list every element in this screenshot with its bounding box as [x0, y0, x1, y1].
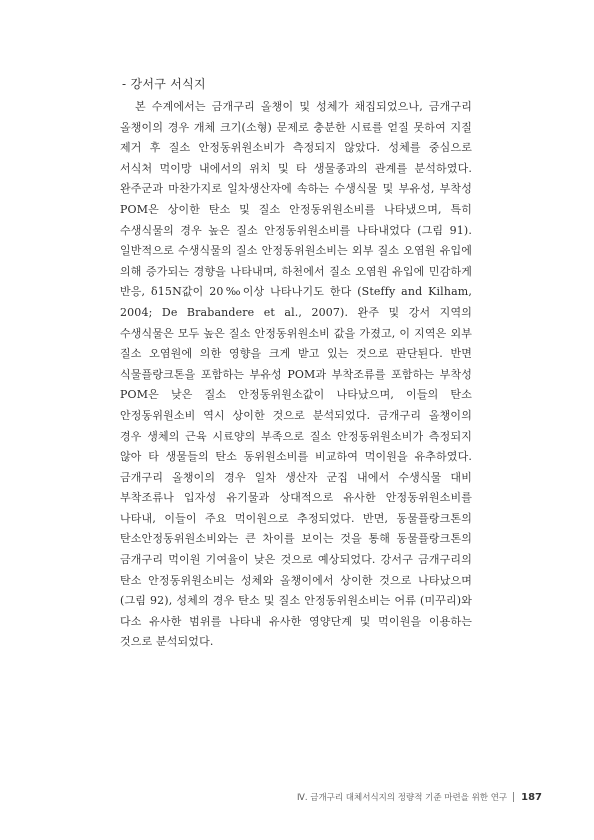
footer-divider [513, 792, 514, 802]
section-heading: - 강서구 서식지 [122, 77, 206, 91]
page-footer [286, 790, 542, 804]
page-number: 187 [521, 791, 542, 803]
running-title: Ⅳ. 금개구리 대체서식지의 정량적 기준 마련을 위한 연구 [297, 793, 508, 803]
body-paragraph: 본 수계에서는 금개구리 올챙이 및 성체가 채집되었으나, 금개구리 올챙이의 경우 개체 크기(소형) 문제로 충분한 시료를 얻질 못하여 지질 제거 후 질소 안정동위원소비가 측정되지 않았다. 성체를 중심으로 서식처 먹이망 내에서의 위치 및 타 생물종과의 관계를 분석하였다. 완주군과 마찬가지로 일차생산자에 속하는 수생식물 및 부유성, 부착성 POM은 상이한 탄소 및 질소 안정동위원소비를 나타냈으며, 특히 수생식물의 경우 높은 질소 안정동위원소비를 나타내었다 (그림 91). 일반적으로 수생식물의 질소 안정동위원소비는 외부 질소 오염원 유입에 의해 증가되는 경향을 나타내며, 하천에서 질소 오염원 유입에 민감하게 반응, δ15N값이 20‰이상 나타나기도 한다 (Steffy and Kilham, 2004; De Brabandere et al., 2007). 완주 및 강서 지역의 수생식물은 모두 높은 질소 안정동위원소비 값을 가졌고, 이 지역은 외부 질소 오염원에 의한 영향을 크게 받고 있는 것으로 판단된다. 반면 식물플랑크톤을 포함하는 부유성 POM과 부착조류를 포함하는 부착성 POM은 낮은 질소 안정동위원소값이 나타났으며, 이들의 탄소 안정동위원소비 역시 상이한 것으로 분석되었다. 금개구리 올챙이의 경우 생체의 근육 시료양의 부족으로 질소 안정동위원소비가 측정되지 않아 타 생물들의 탄소 동위원소비를 비교하여 먹이원을 유추하였다. 금개구리 올챙이의 경우 일차 생산자 군집 내에서 수생식물 대비 부착조류나 입자성 유기물과 상대적으로 유사한 안정동위원소비를 나타내, 이들이 주요 먹이원으로 추정되었다. 반면, 동물플랑크톤의 탄소안정동위원소비와는 큰 차이를 보이는 것을 통해 동물플랑크톤의 금개구리 먹이원 기여율이 낮은 것으로 예상되었다. 강서구 금개구리의 탄소 안정동위원소비는 성체와 올챙이에서 상이한 것으로 나타났으며 (그림 92), 성체의 경우 탄소 및 질소 안정동위원소비는 어류 (미꾸리)와 다소 유사한 범위를 나타내 유사한 영양단계 및 먹이원을 이용하는 것으로 분석되었다. [120, 100, 472, 649]
